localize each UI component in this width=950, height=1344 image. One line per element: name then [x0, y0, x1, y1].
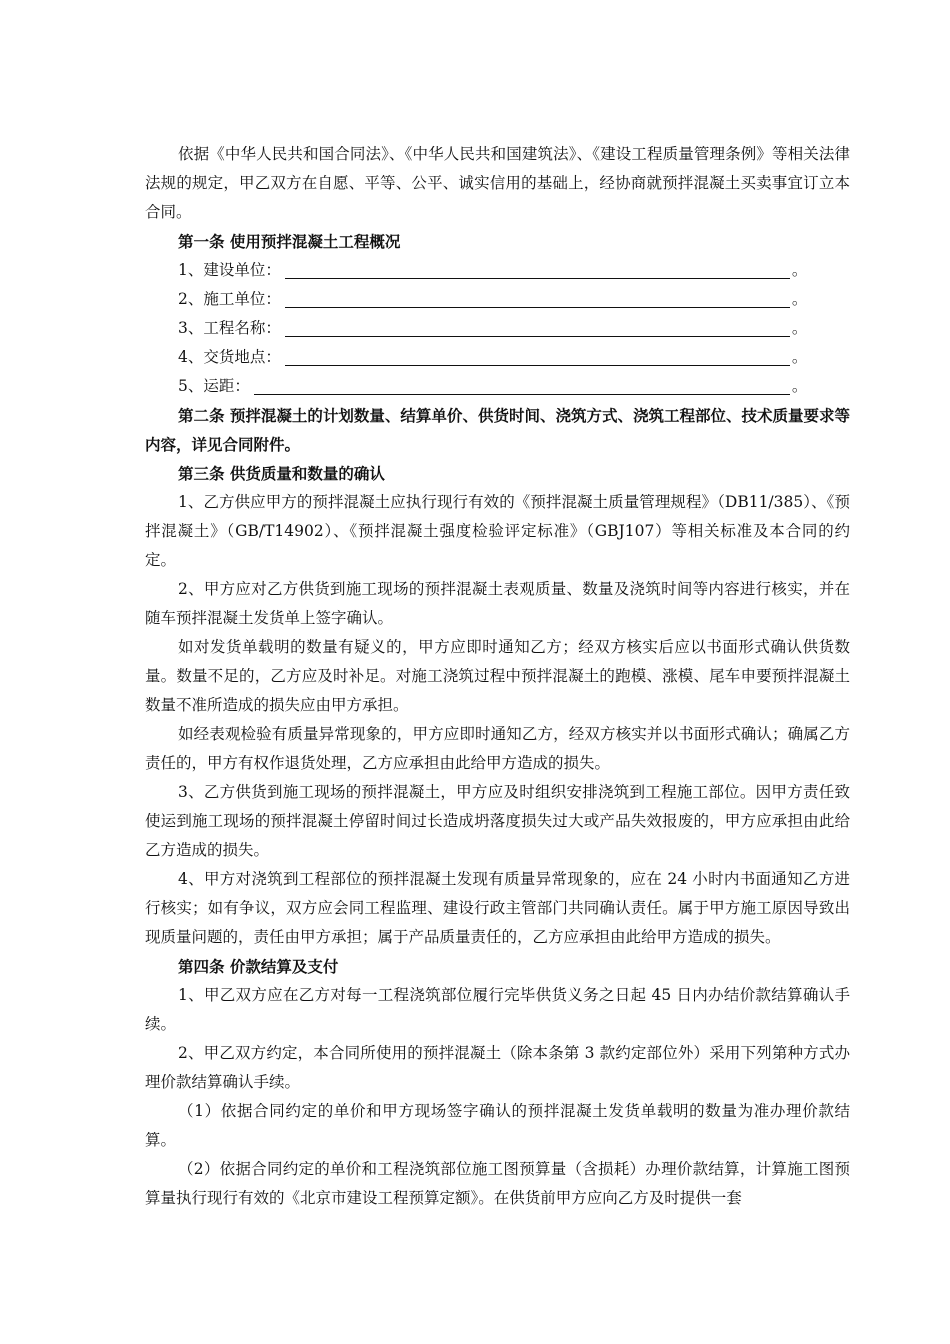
article-4-title: 第四条 价款结算及支付 [178, 957, 339, 976]
article-4-paragraph: （2）依据合同约定的单价和工程浇筑部位施工图预算量（含损耗）办理价款结算，计算施工图预算量执行现行有效的《北京市建设工程预算定额》。在供货前甲方应向乙方及时提供一套 [145, 1160, 850, 1207]
fill-in-line[interactable] [254, 376, 790, 395]
article-3-title: 第三条 供货质量和数量的确认 [178, 464, 385, 483]
field-label: 5、运距： [178, 377, 250, 395]
field-builder-unit: 2、施工单位： 。 [145, 285, 850, 314]
fill-in-line[interactable] [285, 289, 790, 308]
article-3-paragraph: 1、乙方供应甲方的预拌混凝土应执行现行有效的《预拌混凝土质量管理规程》（DB11/385）、《预拌混凝土》（GB/T14902）、《预拌混凝土强度检验评定标准》（GBJ107）等相关标准及本合同的约定。 [145, 493, 850, 569]
article-3-paragraph: 如对发货单载明的数量有疑义的，甲方应即时通知乙方；经双方核实后应以书面形式确认供货数量。数量不足的，乙方应及时补足。对施工浇筑过程中预拌混凝土的跑模、涨模、尾车申要预拌混凝土数量不准所造成的损失应由甲方承担。 [145, 638, 850, 714]
intro-paragraph: 依据《中华人民共和国合同法》、《中华人民共和国建筑法》、《建设工程质量管理条例》等相关法律法规的规定，甲乙双方在自愿、平等、公平、诚实信用的基础上，经协商就预拌混凝土买卖事宜订立本合同。 [145, 145, 850, 221]
contract-body [145, 140, 850, 1213]
article-3-paragraph: 如经表观检验有质量异常现象的，甲方应即时通知乙方，经双方核实并以书面形式确认；确属乙方责任的，甲方有权作退货处理，乙方应承担由此给甲方造成的损失。 [145, 725, 850, 772]
article-4-paragraph: 1、甲乙双方应在乙方对每一工程浇筑部位履行完毕供货义务之日起 45 日内办结价款结算确认手续。 [145, 986, 850, 1033]
article-4-paragraph: （1）依据合同约定的单价和甲方现场签字确认的预拌混凝土发货单载明的数量为准办理价款结算。 [145, 1102, 850, 1149]
article-2-text: 第二条 预拌混凝土的计划数量、结算单价、供货时间、浇筑方式、浇筑工程部位、技术质量要求等内容，详见合同附件。 [145, 406, 850, 454]
article-3-paragraph: 4、甲方对浇筑到工程部位的预拌混凝土发现有质量异常现象的，应在 24 小时内书面通知乙方进行核实；如有争议，双方应会同工程监理、建设行政主管部门共同确认责任。属于甲方施工原因导致出现质量问题的，责任由甲方承担；属于产品质量责任的，乙方应承担由此给甲方造成的损失。 [145, 870, 850, 946]
fill-in-line[interactable] [285, 260, 790, 279]
fill-in-line[interactable] [285, 318, 790, 337]
field-label: 3、工程名称： [178, 319, 281, 337]
field-transport-distance: 5、运距： 。 [145, 372, 850, 401]
article-3-paragraph: 3、乙方供货到施工现场的预拌混凝土，甲方应及时组织安排浇筑到工程施工部位。因甲方责任致使运到施工现场的预拌混凝土停留时间过长造成坍落度损失过大或产品失效报废的，甲方应承担由此给乙方造成的损失。 [145, 783, 850, 859]
field-construction-unit: 1、建设单位： 。 [145, 256, 850, 285]
field-delivery-location: 4、交货地点： 。 [145, 343, 850, 372]
fill-in-line[interactable] [285, 347, 790, 366]
field-label: 2、施工单位： [178, 290, 281, 308]
field-label: 1、建设单位： [178, 261, 281, 279]
article-4-paragraph: 2、甲乙双方约定，本合同所使用的预拌混凝土（除本条第 3 款约定部位外）采用下列第种方式办理价款结算确认手续。 [145, 1044, 850, 1091]
article-3-paragraph: 2、甲方应对乙方供货到施工现场的预拌混凝土表观质量、数量及浇筑时间等内容进行核实，并在随车预拌混凝土发货单上签字确认。 [145, 580, 850, 627]
field-label: 4、交货地点： [178, 348, 281, 366]
field-project-name: 3、工程名称： 。 [145, 314, 850, 343]
article-1-title: 第一条 使用预拌混凝土工程概况 [178, 232, 401, 251]
